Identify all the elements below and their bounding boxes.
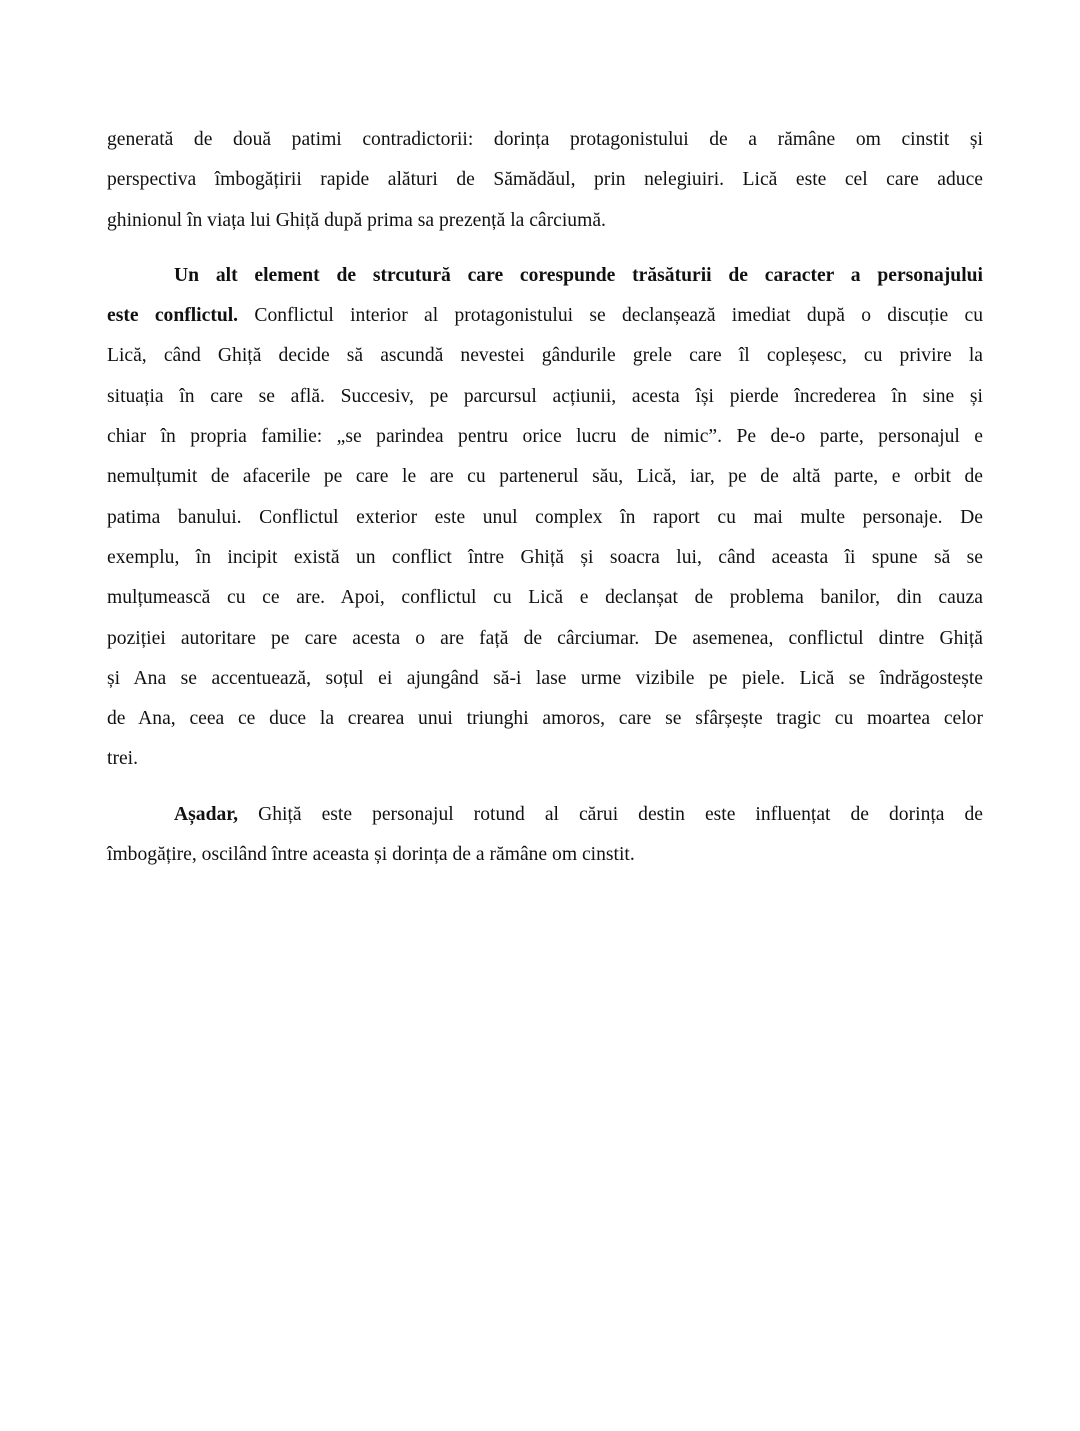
text-line <box>107 663 983 703</box>
text-line <box>107 703 983 743</box>
body-text: generată de două patimi contradictorii: dorința protagonistului de a rămâne om cinstit și <box>107 129 983 150</box>
text-line-content <box>107 421 983 453</box>
body-text: și Ana se accentuează, soțul ei ajungând să-i lase urme vizibile pe piele. Lică se îndrăgostește <box>107 667 983 689</box>
text-line <box>107 799 983 839</box>
body-text: nemulțumit de afacerile pe care le are cu partenerul său, Lică, iar, pe de altă parte, e orbit de <box>107 466 983 488</box>
text-line-content <box>107 205 983 237</box>
text-line <box>107 381 983 421</box>
text-line <box>107 623 983 663</box>
text-line <box>107 260 983 300</box>
body-text: exemplu, în incipit există un conflict între Ghiță și soacra lui, când aceasta îi spune să se <box>107 546 983 568</box>
text-line-content <box>107 340 983 372</box>
text-line <box>107 582 983 622</box>
paragraph <box>107 260 983 784</box>
body-text: mulțumească cu ce are. Apoi, conflictul cu Lică e declanșat de problema banilor, din cauza <box>107 587 983 609</box>
body-text: situația în care se află. Succesiv, pe parcursul acțiunii, acesta își pierde încrederea în sine și <box>107 385 983 407</box>
text-line <box>107 300 983 340</box>
text-line-content <box>174 260 983 292</box>
body-text: Lică, când Ghiță decide să ascundă nevestei gândurile grele care îl copleșesc, cu privire la <box>107 345 983 367</box>
text-line-content <box>107 743 983 775</box>
body-text: poziției autoritare pe care acesta o are față de cârciumar. De asemenea, conflictul dintre Ghiță <box>107 627 983 649</box>
text-line <box>107 743 983 783</box>
text-line <box>107 421 983 461</box>
text-line-content <box>107 461 983 493</box>
text-line-content <box>107 839 983 871</box>
text-line <box>107 164 983 204</box>
body-text: perspectiva îmbogățirii rapide alături de Sămădăul, prin nelegiuiri. Lică este cel care aduce <box>107 169 983 191</box>
text-line <box>107 542 983 582</box>
document-page <box>107 124 983 894</box>
text-line <box>107 340 983 380</box>
text-line-content <box>107 502 983 534</box>
text-line-content <box>107 703 983 735</box>
body-text: patima banului. Conflictul exterior este unul complex în raport cu mai multe personaje. De <box>107 506 983 528</box>
text-line <box>107 461 983 501</box>
text-line-content <box>107 582 983 614</box>
text-line-content <box>107 124 983 156</box>
body-text: îmbogățire, oscilând între aceasta și dorința de a rămâne om cinstit. <box>107 844 635 866</box>
paragraph <box>107 124 983 245</box>
text-line-content <box>174 799 983 831</box>
text-line-content <box>107 164 983 196</box>
text-line-content <box>107 542 983 574</box>
text-line-content <box>107 381 983 413</box>
bold-text: este conflictul. <box>107 305 239 327</box>
text-line <box>107 205 983 245</box>
bold-text: Un alt element de strcutură care corespunde trăsăturii de caracter a personajului <box>174 264 983 286</box>
text-line-content <box>107 663 983 695</box>
paragraph <box>107 799 983 880</box>
body-text: ghinionul în viața lui Ghiță după prima sa prezență la cârciumă. <box>107 209 606 231</box>
body-text: Ghiță este personajul rotund al cărui destin este influențat de dorința de <box>238 803 983 825</box>
body-text: Conflictul interior al protagonistului se declanșează imediat după o discuție cu <box>238 305 983 327</box>
body-text: de Ana, ceea ce duce la crearea unui triunghi amoros, care se sfârșește tragic cu moartea celor <box>107 708 983 730</box>
bold-text: Așadar, <box>174 803 239 825</box>
body-text: chiar în propria familie: „se parindea pentru orice lucru de nimic”. Pe de-o parte, personajul e <box>107 426 983 448</box>
text-line-content <box>107 623 983 655</box>
text-line-content <box>107 300 983 332</box>
body-text: trei. <box>107 748 139 770</box>
text-line <box>107 124 983 164</box>
text-line <box>107 839 983 879</box>
text-line <box>107 502 983 542</box>
